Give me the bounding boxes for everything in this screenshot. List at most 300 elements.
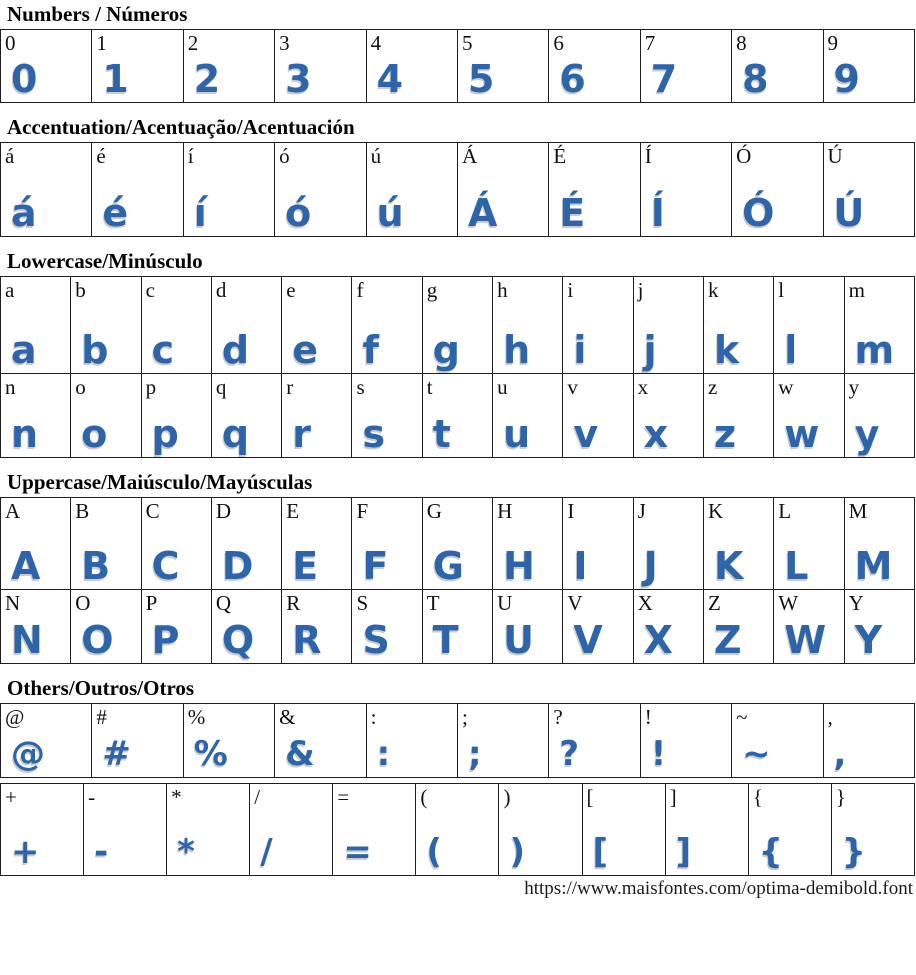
specimen-glyph: i xyxy=(573,328,587,372)
reference-glyph: ; xyxy=(461,705,468,729)
lowercase-table xyxy=(0,276,915,458)
specimen-glyph: A xyxy=(11,544,41,588)
reference-glyph: z xyxy=(707,375,718,399)
specimen-glyph: É xyxy=(559,191,586,235)
glyph-cell xyxy=(774,590,844,664)
glyph-cell xyxy=(211,590,281,664)
reference-glyph: o xyxy=(75,375,86,399)
glyph-cell xyxy=(732,704,823,778)
glyph-cell xyxy=(352,590,422,664)
glyph-cell xyxy=(633,498,703,590)
reference-glyph: j xyxy=(637,278,644,302)
specimen-glyph: q xyxy=(221,412,250,456)
glyph-cell xyxy=(1,143,92,237)
reference-glyph: T xyxy=(426,591,440,615)
reference-glyph: @ xyxy=(5,705,25,729)
specimen-glyph: c xyxy=(151,328,175,372)
glyph-cell xyxy=(1,277,71,374)
reference-glyph: n xyxy=(5,375,16,399)
numbers-glyph-grid xyxy=(0,29,916,103)
section-title-numbers: Numbers / Números xyxy=(7,2,188,26)
reference-glyph: É xyxy=(553,144,567,168)
reference-glyph: ? xyxy=(553,705,563,729)
glyph-cell xyxy=(844,277,914,374)
glyph-cell xyxy=(493,498,563,590)
specimen-glyph: f xyxy=(362,328,380,372)
glyph-cell xyxy=(167,784,250,876)
reference-glyph: } xyxy=(835,785,846,809)
source-url-text: https://www.maisfontes.com/optima-demibold.font xyxy=(524,878,913,899)
glyph-cell xyxy=(84,784,167,876)
glyph-cell xyxy=(549,704,640,778)
glyph-cell xyxy=(563,277,633,374)
reference-glyph: g xyxy=(426,278,438,302)
reference-glyph: é xyxy=(96,144,106,168)
reference-glyph: % xyxy=(187,705,206,729)
reference-glyph: ~ xyxy=(736,705,748,729)
specimen-glyph: O xyxy=(81,618,114,662)
reference-glyph: 9 xyxy=(827,31,839,55)
specimen-glyph: d xyxy=(221,328,250,372)
glyph-cell xyxy=(844,590,914,664)
specimen-glyph: í xyxy=(193,191,207,235)
reference-glyph: + xyxy=(5,785,17,809)
specimen-glyph: ; xyxy=(467,734,482,774)
others-table-row-1 xyxy=(0,783,915,876)
specimen-glyph: 8 xyxy=(742,57,769,101)
glyph-cell xyxy=(732,143,823,237)
specimen-glyph: Ú xyxy=(833,191,865,235)
specimen-glyph: u xyxy=(503,412,531,456)
specimen-glyph: Ó xyxy=(742,191,775,235)
specimen-glyph: h xyxy=(503,328,531,372)
glyph-cell xyxy=(211,277,281,374)
specimen-glyph: ) xyxy=(509,832,526,872)
specimen-glyph: z xyxy=(713,412,737,456)
specimen-glyph: b xyxy=(81,328,109,372)
reference-glyph: X xyxy=(637,591,653,615)
reference-glyph: 4 xyxy=(370,31,382,55)
specimen-glyph: 4 xyxy=(376,57,404,101)
specimen-glyph: 1 xyxy=(102,57,129,101)
glyph-cell xyxy=(141,590,211,664)
reference-glyph: á xyxy=(5,144,15,168)
section-title-lowercase: Lowercase/Minúsculo xyxy=(7,249,203,273)
glyph-cell xyxy=(493,277,563,374)
specimen-glyph: S xyxy=(362,618,390,662)
section-lowercase xyxy=(0,249,916,458)
glyph-cell xyxy=(732,30,823,103)
reference-glyph: , xyxy=(827,705,833,729)
numbers-table xyxy=(0,29,915,103)
glyph-cell xyxy=(71,498,141,590)
glyph-cell xyxy=(211,498,281,590)
reference-glyph: L xyxy=(778,499,792,523)
glyph-cell xyxy=(352,498,422,590)
reference-glyph: p xyxy=(145,375,157,399)
glyph-cell xyxy=(549,143,640,237)
reference-glyph: P xyxy=(145,591,158,615)
glyph-cell xyxy=(366,143,457,237)
reference-glyph: a xyxy=(5,278,15,302)
reference-glyph: A xyxy=(5,499,21,523)
glyph-cell xyxy=(422,498,492,590)
reference-glyph: # xyxy=(96,705,107,729)
glyph-cell xyxy=(141,374,211,458)
specimen-glyph: , xyxy=(833,734,847,774)
reference-glyph: N xyxy=(5,591,21,615)
reference-glyph: E xyxy=(286,499,300,523)
specimen-glyph: r xyxy=(292,412,311,456)
reference-glyph: 1 xyxy=(96,31,107,55)
reference-glyph: ) xyxy=(503,785,511,809)
glyph-cell xyxy=(422,277,492,374)
reference-glyph: t xyxy=(426,375,433,399)
specimen-glyph: I xyxy=(573,544,588,588)
reference-glyph: I xyxy=(567,499,575,523)
glyph-cell xyxy=(333,784,416,876)
glyph-cell xyxy=(366,30,457,103)
glyph-cell xyxy=(141,498,211,590)
specimen-glyph: = xyxy=(343,832,372,872)
specimen-glyph: / xyxy=(260,832,273,872)
glyph-cell xyxy=(563,498,633,590)
reference-glyph: e xyxy=(286,278,296,302)
reference-glyph: Y xyxy=(848,591,864,615)
reference-glyph: Q xyxy=(215,591,232,615)
reference-glyph: Á xyxy=(461,144,478,168)
specimen-glyph: ] xyxy=(675,832,692,872)
specimen-glyph: E xyxy=(292,544,319,588)
specimen-glyph: D xyxy=(221,544,254,588)
specimen-glyph: % xyxy=(193,734,228,774)
reference-glyph: 0 xyxy=(5,31,16,55)
reference-glyph: r xyxy=(286,375,294,399)
glyph-cell xyxy=(1,590,71,664)
specimen-glyph: v xyxy=(573,412,599,456)
reference-glyph: f xyxy=(356,278,364,302)
specimen-glyph: C xyxy=(151,544,180,588)
glyph-cell xyxy=(422,374,492,458)
reference-glyph: G xyxy=(426,499,442,523)
reference-glyph: { xyxy=(752,785,763,809)
reference-glyph: d xyxy=(215,278,227,302)
specimen-glyph: 5 xyxy=(467,57,495,101)
specimen-glyph: Á xyxy=(467,191,498,235)
specimen-glyph: N xyxy=(11,618,43,662)
reference-glyph: M xyxy=(848,499,868,523)
reference-glyph: Í xyxy=(644,144,652,168)
glyph-cell xyxy=(633,374,703,458)
specimen-glyph: : xyxy=(376,734,391,774)
specimen-glyph: 7 xyxy=(650,57,678,101)
glyph-cell xyxy=(422,590,492,664)
specimen-glyph: H xyxy=(503,544,535,588)
reference-glyph: ú xyxy=(370,144,382,168)
section-title-accentuation: Accentuation/Acentuação/Acentuación xyxy=(7,115,355,139)
glyph-cell xyxy=(1,30,92,103)
glyph-cell xyxy=(823,30,914,103)
specimen-glyph: + xyxy=(11,832,40,872)
glyph-cell xyxy=(582,784,665,876)
reference-glyph: B xyxy=(75,499,90,523)
reference-glyph: í xyxy=(187,144,194,168)
glyph-cell xyxy=(183,143,274,237)
specimen-glyph: - xyxy=(94,832,109,872)
uppercase-glyph-grid xyxy=(0,497,916,664)
reference-glyph: ] xyxy=(669,785,677,809)
specimen-glyph: Í xyxy=(650,191,665,235)
reference-glyph: J xyxy=(637,499,646,523)
glyph-cell xyxy=(844,374,914,458)
lowercase-glyph-grid xyxy=(0,276,916,458)
specimen-glyph: l xyxy=(784,328,798,372)
glyph-cell xyxy=(1,704,92,778)
reference-glyph: v xyxy=(567,375,578,399)
glyph-cell xyxy=(275,30,366,103)
glyph-cell xyxy=(563,590,633,664)
specimen-glyph: 3 xyxy=(285,57,312,101)
specimen-glyph: y xyxy=(854,412,880,456)
glyph-cell xyxy=(211,374,281,458)
specimen-glyph: V xyxy=(573,618,603,662)
specimen-glyph: 0 xyxy=(11,57,38,101)
specimen-glyph: U xyxy=(503,618,534,662)
glyph-cell xyxy=(633,590,703,664)
glyph-cell xyxy=(703,277,773,374)
reference-glyph: 2 xyxy=(187,31,199,55)
specimen-glyph: o xyxy=(81,412,108,456)
specimen-glyph: [ xyxy=(592,832,609,872)
glyph-cell xyxy=(703,498,773,590)
glyph-cell xyxy=(282,590,352,664)
specimen-glyph: é xyxy=(102,191,129,235)
glyph-cell xyxy=(183,704,274,778)
section-title-uppercase: Uppercase/Maiúsculo/Mayúsculas xyxy=(7,470,313,494)
reference-glyph: ! xyxy=(644,705,652,729)
glyph-cell xyxy=(703,374,773,458)
glyph-cell xyxy=(640,704,731,778)
glyph-cell xyxy=(665,784,748,876)
glyph-cell xyxy=(774,498,844,590)
specimen-glyph: M xyxy=(854,544,893,588)
reference-glyph: i xyxy=(567,278,574,302)
specimen-glyph: n xyxy=(11,412,39,456)
glyph-cell xyxy=(366,704,457,778)
glyph-cell xyxy=(493,590,563,664)
reference-glyph: ó xyxy=(279,144,290,168)
specimen-glyph: K xyxy=(713,544,744,588)
reference-glyph: 6 xyxy=(553,31,564,55)
specimen-glyph: e xyxy=(292,328,318,372)
section-others xyxy=(0,676,916,876)
glyph-cell xyxy=(92,704,183,778)
reference-glyph: y xyxy=(848,375,860,399)
specimen-glyph: P xyxy=(151,618,180,662)
accentuation-table xyxy=(0,142,915,237)
reference-glyph: Ú xyxy=(827,144,843,168)
glyph-cell xyxy=(823,704,914,778)
reference-glyph: F xyxy=(356,499,369,523)
specimen-glyph: á xyxy=(11,191,37,235)
glyph-cell xyxy=(141,277,211,374)
glyph-cell xyxy=(774,374,844,458)
specimen-glyph: * xyxy=(177,832,195,872)
reference-glyph: = xyxy=(337,785,350,809)
specimen-glyph: p xyxy=(151,412,179,456)
specimen-glyph: ? xyxy=(559,734,580,774)
glyph-cell xyxy=(457,30,548,103)
glyph-cell xyxy=(499,784,582,876)
specimen-glyph: Q xyxy=(221,618,255,662)
reference-glyph: ( xyxy=(420,785,428,809)
specimen-glyph: } xyxy=(841,832,866,872)
glyph-cell xyxy=(823,143,914,237)
specimen-glyph: X xyxy=(643,618,673,662)
specimen-glyph: x xyxy=(643,412,669,456)
reference-glyph: 8 xyxy=(736,31,747,55)
glyph-cell xyxy=(640,143,731,237)
reference-glyph: - xyxy=(88,785,96,809)
specimen-glyph: J xyxy=(643,544,658,588)
glyph-cell xyxy=(275,143,366,237)
glyph-cell xyxy=(844,498,914,590)
others-glyph-grid xyxy=(0,703,916,876)
reference-glyph: U xyxy=(497,591,513,615)
specimen-glyph: ~ xyxy=(742,734,771,774)
specimen-glyph: t xyxy=(432,412,451,456)
reference-glyph: 5 xyxy=(461,31,473,55)
reference-glyph: O xyxy=(75,591,91,615)
uppercase-table xyxy=(0,497,915,664)
glyph-cell xyxy=(1,374,71,458)
specimen-glyph: w xyxy=(784,412,820,456)
reference-glyph: S xyxy=(356,591,369,615)
glyph-cell xyxy=(71,277,141,374)
specimen-glyph: Y xyxy=(854,618,883,662)
specimen-glyph: ( xyxy=(426,832,442,872)
specimen-glyph: 6 xyxy=(559,57,586,101)
glyph-cell xyxy=(457,143,548,237)
section-accentuation xyxy=(0,115,916,237)
specimen-glyph: s xyxy=(362,412,386,456)
reference-glyph: W xyxy=(778,591,799,615)
reference-glyph: Ó xyxy=(736,144,752,168)
reference-glyph: * xyxy=(171,785,182,809)
glyph-cell xyxy=(831,784,914,876)
glyph-cell xyxy=(1,498,71,590)
specimen-glyph: a xyxy=(11,328,37,372)
reference-glyph: s xyxy=(356,375,365,399)
glyph-cell xyxy=(183,30,274,103)
reference-glyph: x xyxy=(637,375,649,399)
glyph-cell xyxy=(640,30,731,103)
reference-glyph: u xyxy=(497,375,508,399)
reference-glyph: R xyxy=(286,591,301,615)
glyph-cell xyxy=(71,590,141,664)
glyph-cell xyxy=(282,498,352,590)
glyph-cell xyxy=(92,30,183,103)
reference-glyph: H xyxy=(497,499,513,523)
glyph-cell xyxy=(457,704,548,778)
specimen-glyph: ó xyxy=(285,191,312,235)
glyph-cell xyxy=(633,277,703,374)
glyph-cell xyxy=(549,30,640,103)
specimen-glyph: T xyxy=(432,618,459,662)
specimen-glyph: F xyxy=(362,544,389,588)
glyph-cell xyxy=(774,277,844,374)
glyph-cell xyxy=(282,277,352,374)
section-uppercase xyxy=(0,470,916,664)
reference-glyph: k xyxy=(707,278,719,302)
glyph-cell xyxy=(282,374,352,458)
specimen-glyph: L xyxy=(784,544,809,588)
glyph-cell xyxy=(352,374,422,458)
section-numbers xyxy=(0,2,916,103)
glyph-cell xyxy=(748,784,831,876)
section-title-others: Others/Outros/Otros xyxy=(7,676,195,700)
others-table-row-0 xyxy=(0,703,915,778)
specimen-glyph: B xyxy=(81,544,111,588)
reference-glyph: / xyxy=(254,785,261,809)
specimen-glyph: m xyxy=(854,328,895,372)
reference-glyph: : xyxy=(370,705,377,729)
glyph-cell xyxy=(563,374,633,458)
reference-glyph: C xyxy=(145,499,160,523)
specimen-glyph: @ xyxy=(11,734,45,774)
glyph-cell xyxy=(416,784,499,876)
reference-glyph: c xyxy=(145,278,155,302)
specimen-glyph: & xyxy=(285,734,315,774)
reference-glyph: m xyxy=(848,278,865,302)
specimen-glyph: ! xyxy=(650,734,667,774)
specimen-glyph: W xyxy=(784,618,827,662)
specimen-glyph: ú xyxy=(376,191,404,235)
glyph-cell xyxy=(275,704,366,778)
glyph-cell xyxy=(352,277,422,374)
glyph-cell xyxy=(250,784,333,876)
reference-glyph: 7 xyxy=(644,31,656,55)
reference-glyph: 3 xyxy=(279,31,290,55)
reference-glyph: Z xyxy=(707,591,721,615)
specimen-glyph: # xyxy=(102,734,131,774)
specimen-glyph: 2 xyxy=(193,57,221,101)
reference-glyph: l xyxy=(778,278,785,302)
specimen-glyph: R xyxy=(292,618,322,662)
glyph-cell xyxy=(703,590,773,664)
reference-glyph: D xyxy=(215,499,232,523)
specimen-glyph: g xyxy=(432,328,460,372)
glyph-cell xyxy=(1,784,84,876)
glyph-cell xyxy=(493,374,563,458)
specimen-glyph: 9 xyxy=(833,57,860,101)
reference-glyph: & xyxy=(279,705,296,729)
reference-glyph: h xyxy=(497,278,508,302)
reference-glyph: w xyxy=(778,375,794,399)
reference-glyph: V xyxy=(567,591,583,615)
reference-glyph: [ xyxy=(586,785,594,809)
reference-glyph: K xyxy=(707,499,724,523)
glyph-cell xyxy=(92,143,183,237)
reference-glyph: q xyxy=(215,375,227,399)
specimen-glyph: k xyxy=(713,328,740,372)
glyph-cell xyxy=(71,374,141,458)
specimen-glyph: j xyxy=(643,328,657,372)
specimen-glyph: { xyxy=(758,832,783,872)
accentuation-glyph-grid xyxy=(0,142,916,237)
reference-glyph: b xyxy=(75,278,86,302)
specimen-glyph: Z xyxy=(713,618,742,662)
